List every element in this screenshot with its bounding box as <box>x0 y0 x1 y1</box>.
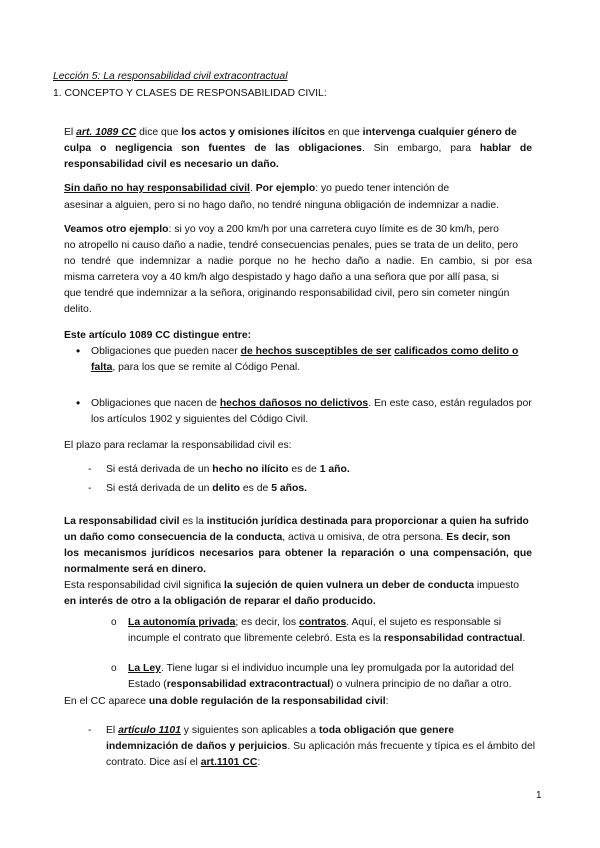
dash-marker: - <box>88 464 92 475</box>
dash-marker: - <box>88 725 92 736</box>
dash-marker: - <box>88 483 92 494</box>
bullet-marker: • <box>76 344 81 358</box>
circle-marker: o <box>111 663 117 674</box>
section-heading: 1. CONCEPTO Y CLASES DE RESPONSABILIDAD CIVIL: <box>53 88 327 99</box>
document-page: Lección 5: La responsabilidad civil extracontractual 1. CONCEPTO Y CLASES DE RESPONSABILIDAD CIVIL: El art. 1089 CC dice que los actos y omisiones ilícitos en que intervenga cualquier género de culpa o negligencia son fuentes de las obligaciones. Sin embargo, para hablar de responsabilidad civil es necesario un daño. Sin daño no hay responsabilidad civil. Por ejemplo: yo puedo tener intención de asesinar a alguien, pero si no hago daño, no tendré ninguna obligación de indemnizar a nadie. Veamos otro ejemplo: si yo voy a 200 km/h por una carretera cuyo límite es de 30 km/h, pero no atropello ni causo daño a nadie, tendré consecuencias penales, pues se trata de un delito, pero no tendré que indemnizar a nadie porque no he hecho daño a nadie. En cambio, si por esa misma carretera voy a 40 km/h algo despistado y hago daño a una señora que por allí pasa, si que tendré que indemnizar a la señora, originando responsabilidad civil, pero sin cometer ningún delito. Este artículo 1089 CC distingue entre: • Obligaciones que pueden nacer de hechos susceptibles de ser calificados como delito o falta, para los que se remite al Código Penal. • Obligaciones que nacen de hechos dañosos no delictivos. En este caso, están regulados por los artículos 1902 y siguientes del Código Civil. El plazo para reclamar la responsabilidad civil es: - Si está derivada de un hecho no ilícito es de 1 año. - Si está derivada de un delito es de 5 años. La responsabilidad civil es la institución jurídica destinada para proporcionar a quien ha sufrido un daño como consecuencia de la conducta, activa u omisiva, de otra persona. Es decir, son los mecanismos jurídicos necesarios para obtener la reparación o una compensación, que normalmente será en dinero. Esta responsabilidad civil significa la sujeción de quien vulnera un deber de conducta impuesto en interés de otro a la obligación de reparar el daño producido. o La autonomía privada; es decir, los contratos. Aquí, el sujeto es responsable si incumple el contrato que libremente celebró. Esta es la responsabilidad contractual. o La Ley. Tiene lugar si el individuo incumple una ley promulgada por la autoridad del Estado (responsabilidad extracontractual) o vulnera principio de no dañar a otro. En el CC aparece una doble regulación de la responsabilidad civil: - El artículo 1101 y siguientes son aplicables a toda obligación que genere indemnización de daños y perjuicios. Su aplicación más frecuente y típica es el ámbito del contrato. Dice así el art.1101 CC: 1 <box>53 71 542 801</box>
art-1101-ref: artículo 1101 <box>118 725 181 736</box>
art-1089-ref: art. 1089 CC <box>76 127 137 138</box>
page-number: 1 <box>536 790 542 801</box>
circle-marker: o <box>111 617 117 628</box>
lesson-title: Lección 5: La responsabilidad civil extracontractual <box>53 71 288 82</box>
bullet-marker: • <box>76 396 81 410</box>
